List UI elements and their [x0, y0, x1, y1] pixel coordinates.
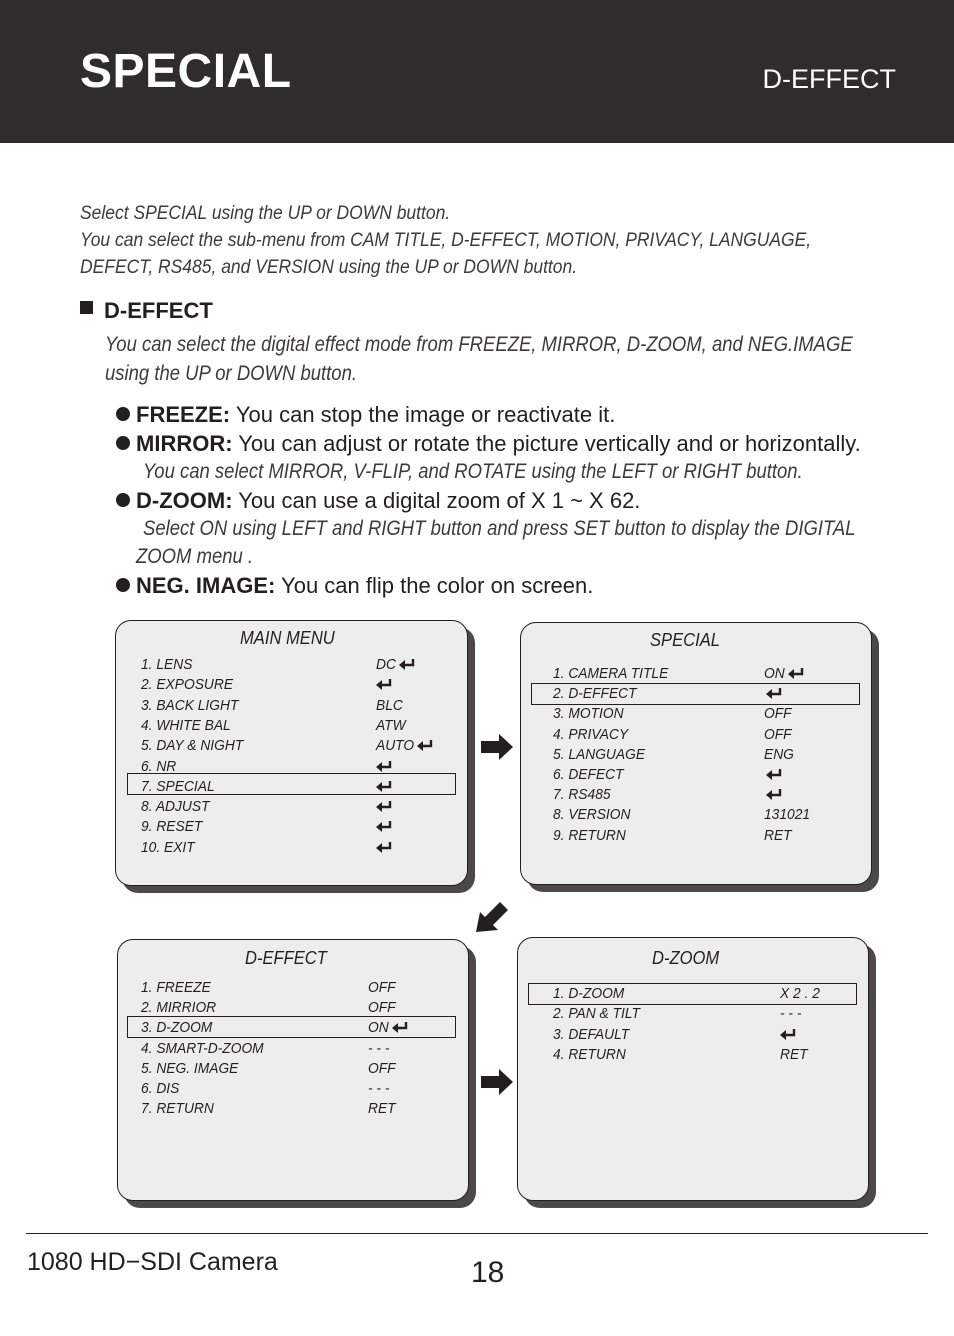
menu-row: [520, 685, 872, 705]
enter-icon: [788, 667, 805, 680]
menu-row-label: 5. LANGUAGE: [553, 745, 646, 763]
menu-row-label: 5. NEG. IMAGE: [141, 1059, 239, 1077]
d-zoom-menu-panel: [517, 937, 869, 1201]
menu-row-value: OFF: [764, 725, 792, 743]
menu-row-label: 2. PAN & TILT: [553, 1005, 640, 1023]
section-desc-line: using the UP or DOWN button.: [105, 362, 357, 385]
menu-row-value: AUTO: [376, 737, 415, 755]
footer-divider: [26, 1233, 928, 1234]
menu-row-label: 5. DAY & NIGHT: [141, 737, 244, 755]
menu-row: [520, 746, 872, 766]
intro-line: DEFECT, RS485, and VERSION using the UP or DOWN button.: [80, 257, 578, 278]
panel-title: MAIN MENU: [240, 628, 335, 648]
panel-title: SPECIAL: [650, 630, 720, 650]
menu-row: [517, 1046, 869, 1066]
intro-line: You can select the sub-menu from CAM TITLE, D-EFFECT, MOTION, PRIVACY, LANGUAGE,: [80, 230, 812, 251]
menu-row-value: ATW: [376, 716, 406, 734]
menu-row: [517, 1026, 869, 1046]
enter-icon: [376, 760, 393, 773]
bullet-term: NEG. IMAGE:: [136, 573, 276, 598]
arrow-right-icon: [481, 1069, 513, 1095]
menu-row-label: 4. RETURN: [553, 1046, 626, 1064]
menu-row: [117, 1060, 469, 1080]
menu-row-value: DC: [376, 656, 396, 673]
menu-row-label: 3. BACK LIGHT: [141, 696, 239, 714]
bullet-text: You can stop the image or reactivate it.: [230, 402, 616, 427]
menu-row-label: 4. SMART-D-ZOOM: [141, 1039, 264, 1057]
menu-row-value: ON: [368, 1019, 389, 1037]
menu-row-value: - - -: [368, 1080, 390, 1097]
intro-line: Select SPECIAL using the UP or DOWN button.: [80, 203, 451, 224]
menu-row-value: OFF: [368, 999, 396, 1017]
bullet-text: You can flip the color on screen.: [275, 573, 594, 598]
menu-row-label: 1. LENS: [141, 656, 193, 673]
menu-row-label: 3. D-ZOOM: [141, 1019, 213, 1037]
menu-row: [115, 778, 468, 798]
menu-row-label: 6. DIS: [141, 1080, 180, 1097]
enter-icon: [399, 658, 416, 671]
menu-row-label: 10. EXIT: [141, 838, 195, 856]
menu-row-label: 8. VERSION: [553, 806, 631, 824]
enter-icon: [780, 1028, 797, 1041]
page-title: SPECIAL: [80, 45, 292, 98]
menu-row: [520, 786, 872, 806]
menu-row-label: 3. DEFAULT: [553, 1025, 630, 1043]
panel-face: [517, 937, 869, 1201]
bullet-dot-icon: [116, 407, 130, 421]
panel-title: D-ZOOM: [652, 948, 720, 968]
menu-row: [115, 697, 468, 717]
d-effect-menu-panel: [117, 939, 469, 1201]
menu-row-label: 7. SPECIAL: [141, 777, 215, 795]
menu-row-label: 8. ADJUST: [141, 798, 210, 816]
menu-row-value: BLC: [376, 696, 403, 714]
menu-row: [520, 726, 872, 746]
menu-row-label: 7. RETURN: [141, 1100, 214, 1118]
menu-row-label: 3. MOTION: [553, 705, 624, 723]
menu-row: [520, 806, 872, 826]
enter-icon: [766, 768, 783, 781]
menu-row-value: X 2 . 2: [780, 985, 820, 1002]
bullet-term: MIRROR:: [136, 431, 233, 456]
menu-row-label: 9. RETURN: [553, 826, 626, 844]
page-header: [0, 0, 954, 143]
menu-row-label: 4. WHITE BAL: [141, 716, 231, 734]
menu-row-label: 4. PRIVACY: [553, 725, 629, 743]
menu-row: [117, 1040, 469, 1060]
menu-row: [117, 1019, 469, 1039]
section-heading: [80, 298, 213, 324]
menu-row: [115, 656, 468, 676]
main-menu-panel: [115, 620, 468, 886]
enter-icon: [376, 678, 393, 691]
menu-row-value: 131021: [764, 806, 811, 824]
bullet-text: You can use a digital zoom of X 1 ~ X 62.: [232, 488, 641, 513]
menu-row-label: 6. DEFECT: [553, 766, 624, 783]
panel-title: D-EFFECT: [245, 948, 327, 968]
bullet-note: ZOOM menu .: [136, 545, 254, 568]
bullet-term: FREEZE:: [136, 402, 231, 427]
bullet-dzoom: [116, 488, 640, 514]
menu-row-value: - - -: [780, 1005, 802, 1023]
menu-row: [115, 676, 468, 696]
menu-row: [115, 737, 468, 757]
menu-row-label: 2. MIRRIOR: [141, 999, 217, 1017]
menu-row: [117, 999, 469, 1019]
menu-row-label: 9. RESET: [141, 818, 203, 836]
menu-row: [115, 798, 468, 818]
section-desc-line: You can select the digital effect mode from FREEZE, MIRROR, D-ZOOM, and NEG.IMAGE: [105, 333, 853, 356]
bullet-dot-icon: [116, 436, 130, 450]
menu-row: [115, 758, 468, 778]
section-title: D-EFFECT: [104, 298, 213, 323]
menu-row-label: 1. D-ZOOM: [553, 985, 625, 1002]
enter-icon: [766, 788, 783, 801]
bullet-term: D-ZOOM:: [136, 488, 233, 513]
page-number: 18: [471, 1256, 505, 1289]
footer-product-name: 1080 HD−SDI Camera: [27, 1248, 278, 1276]
intro-text: [80, 200, 834, 281]
menu-row-value: ENG: [764, 745, 794, 763]
arrow-right-icon: [481, 734, 513, 760]
menu-row: [517, 985, 869, 1005]
menu-row: [115, 818, 468, 838]
menu-row: [115, 717, 468, 737]
enter-icon: [392, 1021, 409, 1034]
menu-row-value: OFF: [368, 1059, 396, 1077]
section-description: [105, 330, 853, 388]
menu-row-value: RET: [764, 826, 792, 844]
menu-row-value: - - -: [368, 1039, 390, 1057]
special-menu-panel: [520, 622, 872, 885]
menu-row: [520, 766, 872, 786]
bullet-note: You can select MIRROR, V-FLIP, and ROTATE using the LEFT or RIGHT button.: [143, 460, 803, 483]
bullet-neg-image: [116, 573, 593, 599]
menu-row-value: OFF: [764, 705, 792, 723]
menu-row-label: 7. RS485: [553, 786, 611, 804]
menu-row-value: OFF: [368, 979, 396, 996]
menu-row: [117, 979, 469, 999]
bullet-note: Select ON using LEFT and RIGHT button and press SET button to display the DIGITAL: [143, 517, 856, 540]
page-subtitle: D-EFFECT: [762, 64, 896, 94]
menu-row: [115, 839, 468, 859]
bullet-dot-icon: [116, 493, 130, 507]
menu-row: [517, 1005, 869, 1025]
menu-row-value: ON: [764, 665, 785, 682]
menu-row: [117, 1100, 469, 1120]
enter-icon: [766, 687, 783, 700]
menu-row: [520, 827, 872, 847]
bullet-text: You can adjust or rotate the picture vertically and or horizontally.: [232, 431, 861, 456]
menu-row-label: 1. FREEZE: [141, 979, 211, 996]
arrow-down-left-icon: [476, 900, 510, 932]
menu-row: [520, 665, 872, 685]
menu-row-label: 2. EXPOSURE: [141, 676, 234, 694]
menu-row-value: RET: [780, 1046, 808, 1064]
bullet-freeze: [116, 402, 615, 428]
bullet-mirror: [116, 431, 861, 457]
bullet-dot-icon: [116, 578, 130, 592]
enter-icon: [417, 739, 434, 752]
menu-row-label: 1. CAMERA TITLE: [553, 665, 669, 682]
enter-icon: [376, 841, 393, 854]
menu-row-label: 2. D-EFFECT: [553, 685, 637, 703]
menu-row: [520, 705, 872, 725]
menu-row-label: 6. NR: [141, 757, 177, 775]
enter-icon: [376, 800, 393, 813]
menu-row-value: RET: [368, 1100, 396, 1118]
menu-row: [117, 1080, 469, 1100]
square-bullet-icon: [80, 301, 93, 314]
enter-icon: [376, 780, 393, 793]
enter-icon: [376, 820, 393, 833]
